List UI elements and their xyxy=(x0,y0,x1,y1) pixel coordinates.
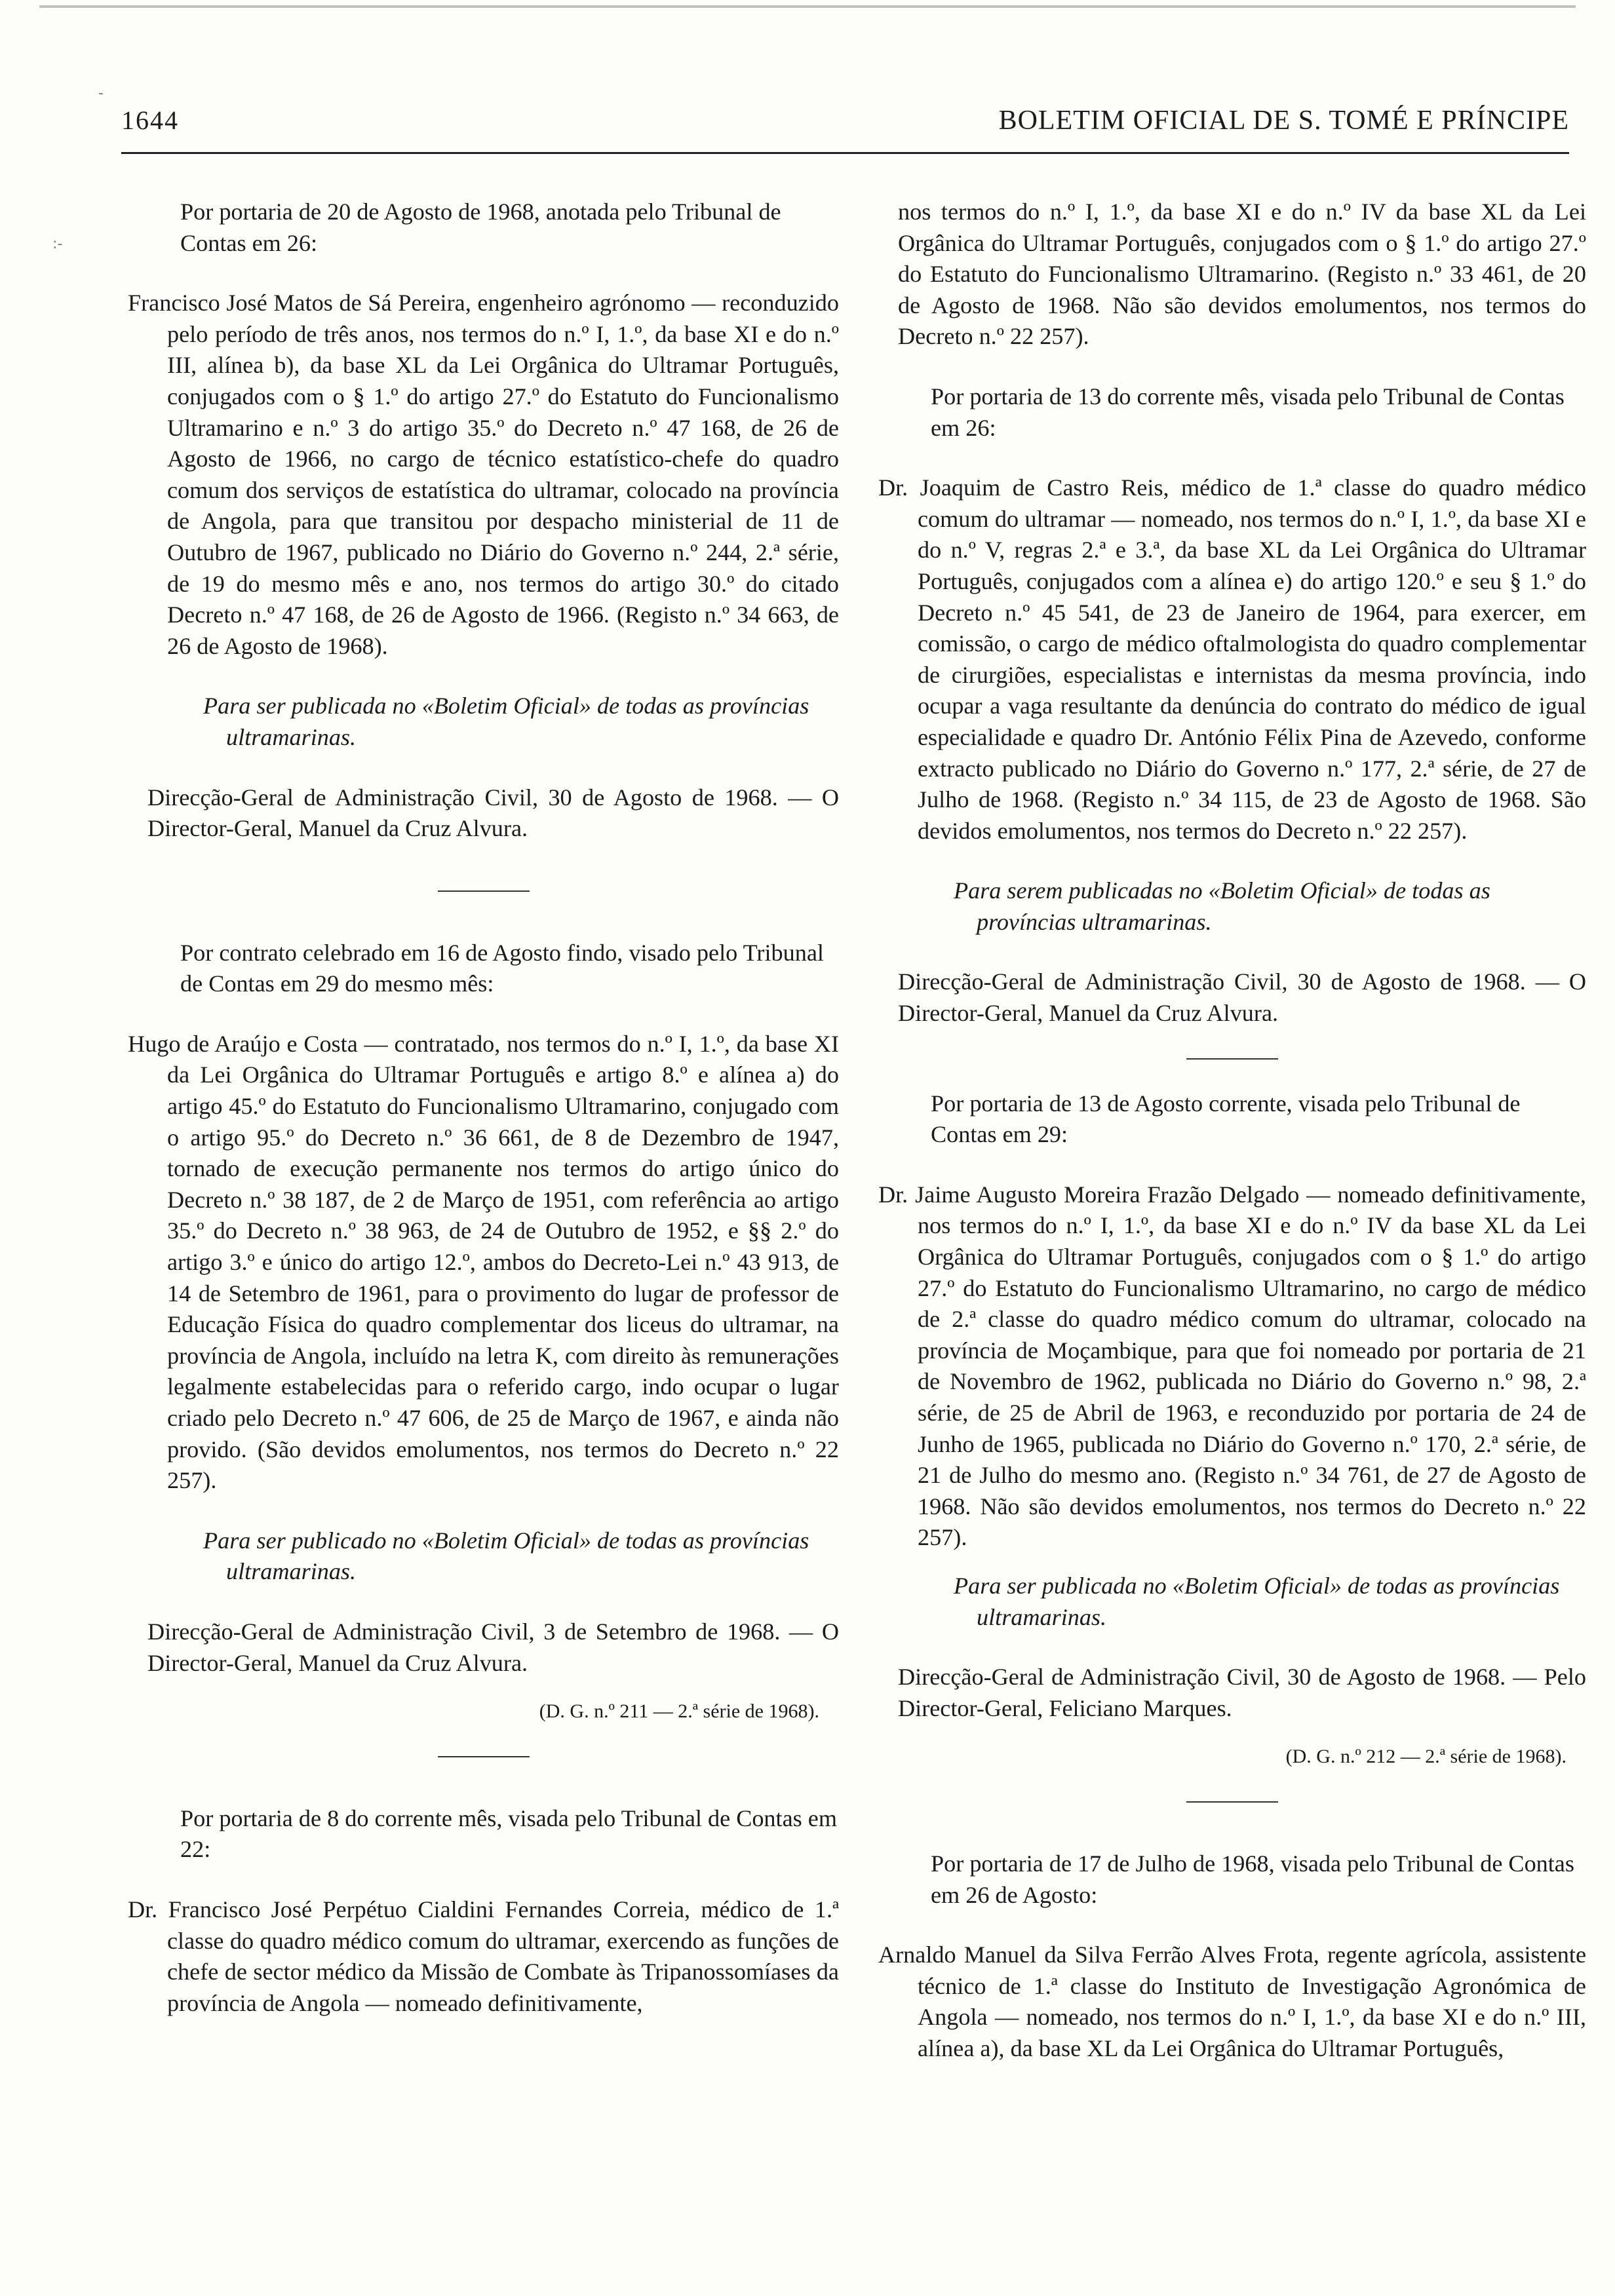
notice-body: Francisco José Matos de Sá Pereira, engenheiro agrónomo — reconduzido pelo período de três anos, nos termos do n.º I, 1.º, da base XI e do n.º III, alínea b), da base XL da Lei Orgânica do Ultramar Português, conjugados com o § 1.º do artigo 27.º do Estatuto do Funcionalismo Ultramarino e n.º 3 do artigo 35.º do Decreto n.º 47 168, de 26 de Agosto de 1966, no cargo de técnico estatístico-chefe do quadro comum dos serviços de estatística do ultramar, colocado na província de Angola, para que transitou por despacho ministerial de 11 de Outubro de 1967, publicado no Diário do Governo n.º 244, 2.ª série, de 19 do mesmo mês e ano, nos termos do artigo 30.º do citado Decreto n.º 47 168, de 26 de Agosto de 1966. (Registo n.º 34 663, de 26 de Agosto de 1968). xyxy=(128,290,839,659)
notice-intro: Por portaria de 17 de Julho de 1968, visada pelo Tribunal de Contas em 26 de Agosto: xyxy=(931,1850,1574,1908)
publication-note: Para ser publicada no «Boletim Oficial» de todas as províncias ultramarinas. xyxy=(954,1572,1560,1630)
notice-intro: Por contrato celebrado em 16 de Agosto findo, visado pelo Tribunal de Contas em 29 do mesmo mês: xyxy=(180,939,824,997)
signature: Direcção-Geral de Administração Civil, 30 de Agosto de 1968. — O Director-Geral, Manuel da Cruz Alvura. xyxy=(147,784,839,842)
notice-intro: Por portaria de 8 do corrente mês, visada pelo Tribunal de Contas em 22: xyxy=(180,1805,837,1863)
notice-body: Arnaldo Manuel da Silva Ferrão Alves Frota, regente agrícola, assistente técnico de 1.ª classe do Instituto de Investigação Agronómica de Angola — nomeado, nos termos do n.º I, 1.º, da base XI e do n.º III, alínea a), da base XL da Lei Orgânica do Ultramar Português, xyxy=(878,1942,1586,2061)
gazette-reference: (D. G. n.º 211 — 2.ª série de 1968). xyxy=(539,1700,819,1723)
header-rule xyxy=(121,152,1569,154)
page-header xyxy=(121,105,1569,144)
notice-body: Dr. Joaquim de Castro Reis, médico de 1.ª classe do quadro médico comum do ultramar — nomeado, nos termos do n.º I, 1.º, da base XI e do n.º V, regras 2.ª e 3.ª, da base XL da Lei Orgânica do Ultramar Português, conjugados com a alínea e) do artigo 120.º e seu § 1.º do Decreto n.º 45 541, de 23 de Janeiro de 1964, para exercer, em comissão, o cargo de médico oftalmologista do quadro complementar de cirurgiões, especialistas e internistas da mesma província, indo ocupar a vaga resultante da denúncia do contrato do médico de igual especialidade e quadro Dr. António Félix Pina de Azevedo, conforme extracto publicado no Diário do Governo n.º 177, 2.ª série, de 27 de Julho de 1968. (Registo n.º 34 115, de 23 de Agosto de 1968. São devidos emolumentos, nos termos do Decreto n.º 22 257). xyxy=(878,474,1586,844)
signature: Direcção-Geral de Administração Civil, 30 de Agosto de 1968. — Pelo Director-Geral, Feliciano Marques. xyxy=(898,1664,1586,1721)
notice-intro: Por portaria de 13 do corrente mês, visada pelo Tribunal de Contas em 26: xyxy=(931,383,1565,441)
notice-body-continued: nos termos do n.º I, 1.º, da base XI e do n.º IV da base XL da Lei Orgânica do Ultramar Português, conjugados com o § 1.º do artigo 27.º do Estatuto do Funcionalismo Ultramarino. (Registo n.º 33 461, de 20 de Agosto de 1968. Não são devidos emolumentos, nos termos do Decreto n.º 22 257). xyxy=(898,199,1586,350)
notice-intro: Por portaria de 20 de Agosto de 1968, anotada pelo Tribunal de Contas em 26: xyxy=(180,199,781,256)
gazette-reference: (D. G. n.º 212 — 2.ª série de 1968). xyxy=(1285,1746,1566,1768)
scan-top-edge xyxy=(39,5,1576,8)
publication-note: Para ser publicado no «Boletim Oficial» de todas as províncias ultramarinas. xyxy=(203,1527,809,1585)
page-number: 1644 xyxy=(121,105,179,135)
signature: Direcção-Geral de Administração Civil, 3 de Setembro de 1968. — O Director-Geral, Manuel da Cruz Alvura. xyxy=(147,1618,839,1676)
right-column xyxy=(878,197,1586,2065)
scan-speck: :- xyxy=(52,236,63,252)
publication-note: Para ser publicada no «Boletim Oficial» de todas as províncias ultramarinas. xyxy=(203,693,809,750)
notice-body: Dr. Jaime Augusto Moreira Frazão Delgado — nomeado definitivamente, nos termos do n.º I, 1.º, da base XI e do n.º IV da base XL da Lei Orgânica do Ultramar Português, conjugados com o § 1.º do artigo 27.º do Estatuto do Funcionalismo Ultramarino, no cargo de médico de 2.ª classe do quadro médico comum do ultramar, colocado na província de Moçambique, para que foi nomeado por portaria de 21 de Novembro de 1962, publicada no Diário do Governo n.º 98, 2.ª série, de 25 de Abril de 1963, e reconduzido por portaria de 24 de Junho de 1965, publicada no Diário do Governo n.º 170, 2.ª série, de 21 de Julho do mesmo ano. (Registo n.º 34 761, de 27 de Agosto de 1968. Não são devidos emolumentos, nos termos do Decreto n.º 22 257). xyxy=(878,1181,1586,1551)
signature: Direcção-Geral de Administração Civil, 30 de Agosto de 1968. — O Director-Geral, Manuel da Cruz Alvura. xyxy=(898,968,1586,1027)
scan-speck: - xyxy=(98,85,104,102)
notice-body: Hugo de Araújo e Costa — contratado, nos termos do n.º I, 1.º, da base XI da Lei Orgânica do Ultramar Português e artigo 8.º e alínea a) do artigo 45.º do Estatuto do Funcionalismo Ultramarino, conjugado com o artigo 95.º do Decreto n.º 36 661, de 8 de Dezembro de 1947, tornado de execução permanente nos termos do artigo único do Decreto n.º 38 187, de 2 de Março de 1951, com referência ao artigo 35.º do Decreto n.º 38 963, de 24 de Outubro de 1952, e §§ 2.º do artigo 3.º e único do artigo 12.º, ambos do Decreto-Lei n.º 43 913, de 14 de Setembro de 1961, para o provimento do lugar de professor de Educação Física do quadro complementar dos liceus do ultramar, na província de Angola, incluído na letra K, com direito às remunerações legalmente estabelecidas para o referido cargo, indo ocupar o lugar criado pelo Decreto n.º 47 606, de 25 de Março de 1967, e ainda não provido. (São devidos emolumentos, nos termos do Decreto n.º 22 257). xyxy=(128,1030,839,1494)
notice-intro: Por portaria de 13 de Agosto corrente, visada pelo Tribunal de Contas em 29: xyxy=(931,1090,1521,1148)
publication-title: BOLETIM OFICIAL DE S. TOMÉ E PRÍNCIPE xyxy=(998,105,1569,136)
publication-note: Para serem publicadas no «Boletim Oficial» de todas as províncias ultramarinas. xyxy=(954,877,1490,935)
left-column xyxy=(128,197,839,2019)
notice-body: Dr. Francisco José Perpétuo Cialdini Fernandes Correia, médico de 1.ª classe do quadro médico comum do ultramar, exercendo as funções de chefe de sector médico da Missão de Combate às Tripanossomíases da província de Angola — nomeado definitivamente, xyxy=(128,1896,839,2016)
